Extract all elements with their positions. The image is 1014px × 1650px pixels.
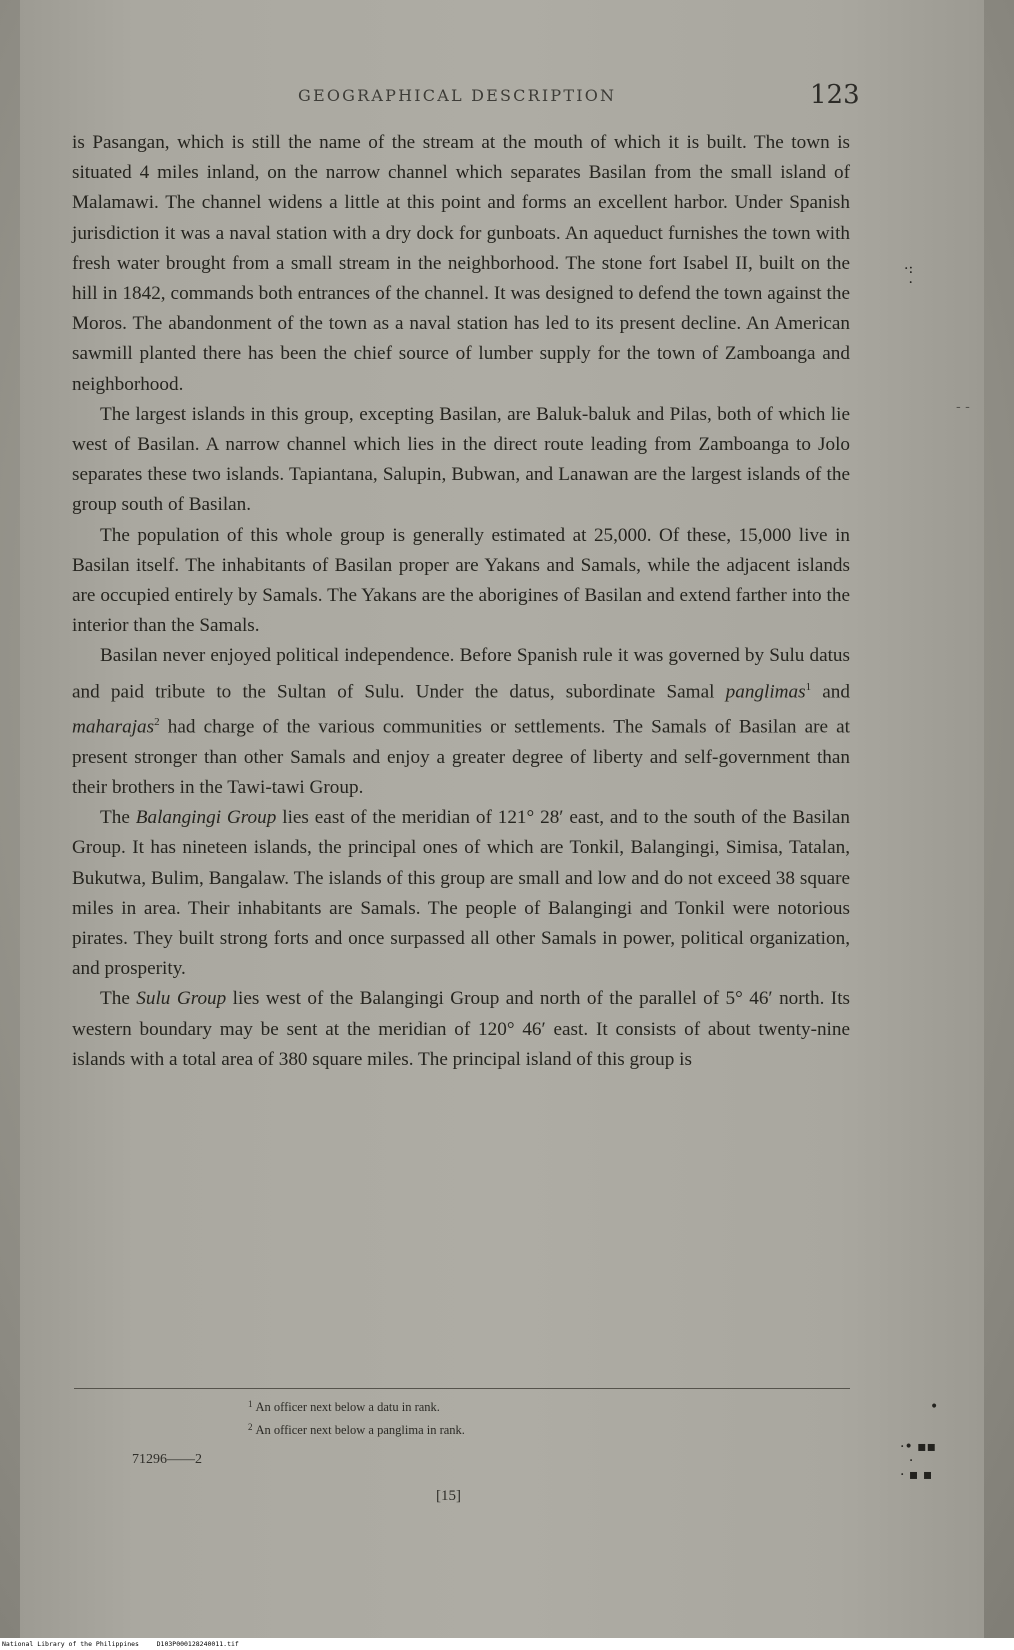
paragraph: [72, 400, 850, 521]
paragraph: [72, 128, 850, 400]
italic-term: maharajas: [72, 716, 155, 738]
footnote-reference: 2: [154, 716, 160, 729]
scan-file-name: D103P000128240011.tif: [156, 1640, 239, 1648]
signature-folio: [15]: [436, 1488, 461, 1504]
italic-term: panglimas: [725, 681, 806, 703]
printer-job-number: 71296——2: [132, 1452, 202, 1467]
italic-term: Balangingi Group: [135, 807, 277, 829]
scan-speck: - -: [956, 399, 970, 415]
body-text: [72, 128, 850, 1075]
text-run: The: [100, 807, 136, 829]
text-run: Basilan never enjoyed political independence. Before Spanish rule it was governed by Sulu datus and paid tribute to the Sultan of Sulu. Under the datus, subordinate Samal: [72, 645, 850, 703]
running-head: GEOGRAPHICAL DESCRIPTION: [298, 86, 617, 105]
text-run: is Pasangan, which is still the name of the stream at the mouth of which it is built. The town is situated 4 miles inland, on the narrow channel which separates Basilan from the small island of Malamawi. The channel widens a little at this point and forms an excellent harbor. Under Spanish jurisdiction it was a naval station with a dry dock for gunboats. An aqueduct furnishes the town with fresh water brought from a small stream in the neighborhood. The stone fort Isabel II, built on the hill in 1842, commands both entrances of the channel. It was designed to defend the town against the Moros. The abandonment of the town as a naval station has led to its present decline. An American sawmill planted there has been the chief source of lumber supply for the town of Zamboanga and neighborhood.: [72, 132, 850, 395]
text-run: lies west of the Balangingi Group and north of the parallel of 5° 46′ north. Its western boundary may be sent at the meridian of 120° 46′ east. It consists of about twenty-nine islands with a total area of 380 square miles. The principal island of this group is: [72, 988, 850, 1070]
footnote-mark: 2: [248, 1422, 253, 1432]
footnote-divider: [74, 1388, 850, 1389]
paragraph: [72, 803, 850, 984]
scan-id-strip: [0, 1638, 1014, 1650]
text-run: lies east of the meridian of 121° 28′ east, and to the south of the Basilan Group. It has nineteen islands, the principal ones of which are Tonkil, Balangingi, Simisa, Tatalan, Bukutwa, Bulim, Bangalaw. The islands of this group are small and low and do not exceed 38 square miles in area. Their inhabitants are Samals. The people of Balangingi and Tonkil were notorious pirates. They built strong forts and once surpassed all other Samals in power, political organization, and prosperity.: [72, 807, 850, 980]
page-number: 123: [810, 80, 860, 110]
text-run: had charge of the various communities or settlements. The Samals of Basilan are at present stronger than other Samals and enjoy a greater degree of liberty and self-government than their brothers in the Tawi-tawi Group.: [72, 716, 850, 799]
paragraph: [72, 641, 850, 803]
footnotes: [248, 1394, 668, 1440]
footnote: [248, 1394, 668, 1417]
footnote-mark: 1: [248, 1399, 253, 1409]
scan-speck: ·: ·: [904, 261, 914, 291]
page-header: [290, 80, 890, 120]
footnote-reference: 1: [805, 680, 812, 693]
paragraph: [72, 984, 850, 1075]
text-run: The population of this whole group is generally estimated at 25,000. Of these, 15,000 live in Basilan itself. The inhabitants of Basilan proper are Yakans and Samals, while the adjacent islands are occupied entirely by Samals. The Yakans are the aborigines of Basilan and extend farther into the interior than the Samals.: [72, 524, 850, 637]
text-run: and: [811, 681, 850, 703]
italic-term: Sulu Group: [136, 988, 227, 1010]
text-run: The largest islands in this group, excepting Basilan, are Baluk-baluk and Pilas, both of which lie west of Basilan. A narrow channel which lies in the direct route leading from Zamboanga to Jolo separates these two islands. Tapiantana, Salupin, Bubwan, and Lanawan are the largest islands of the group south of Basilan.: [72, 403, 850, 516]
library-credit: National Library of the Philippines: [2, 1640, 139, 1648]
scan-speck: •: [930, 1399, 939, 1415]
scan-speck: ·• ▪▪ · · ▪ ▪: [900, 1439, 937, 1483]
footnote: [248, 1417, 668, 1440]
footnote-text: An officer next below a panglima in rank.: [255, 1423, 465, 1437]
text-run: The: [100, 988, 137, 1010]
book-page: [20, 0, 984, 1638]
paragraph: [72, 521, 850, 642]
footnote-text: An officer next below a datu in rank.: [255, 1400, 440, 1414]
